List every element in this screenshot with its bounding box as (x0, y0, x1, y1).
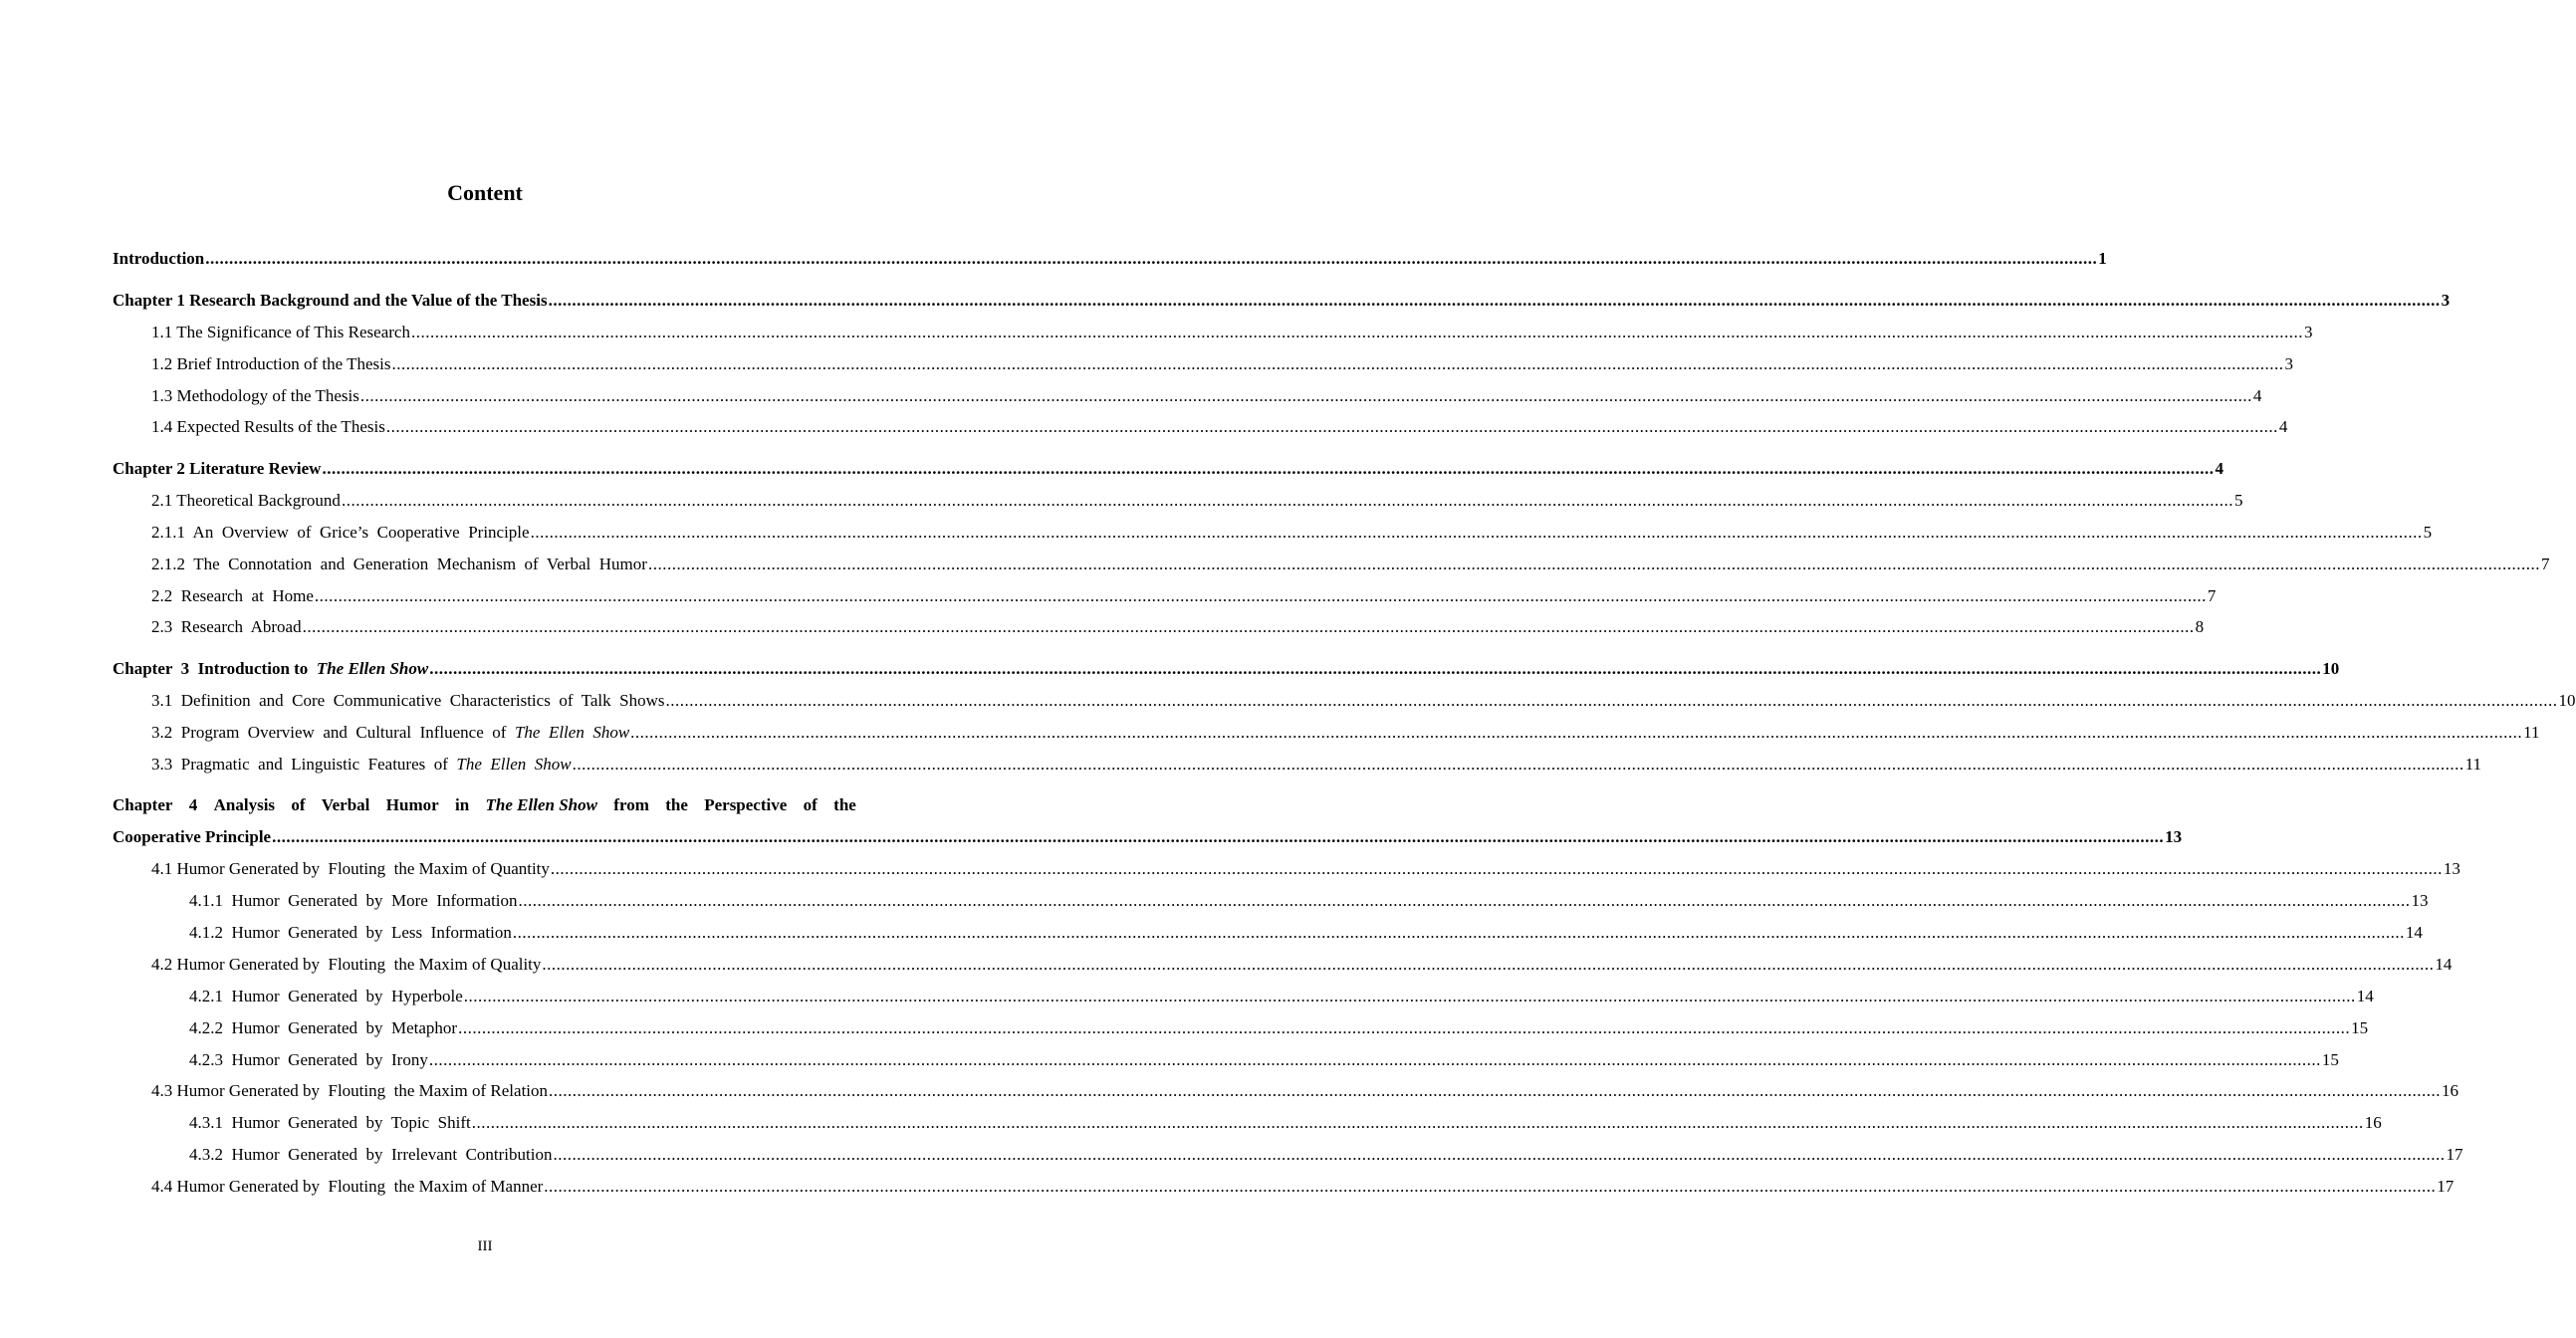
dot-leader: ................................................................................................................................................................................................................................................................................................................................................................................................................ (512, 923, 2405, 942)
toc-word: the (665, 795, 688, 814)
toc-entry-chapter-2[interactable] (113, 457, 2224, 481)
toc-entry-1-1[interactable] (151, 321, 2313, 344)
dot-leader: ................................................................................................................................................................................................................................................................................................................................................................................................................ (548, 291, 2441, 310)
toc-entry-3-1[interactable] (151, 689, 2576, 713)
toc-entry-label: 4.3.1 Humor Generated by Topic Shift (189, 1113, 471, 1132)
toc-entry-3-3[interactable] (151, 753, 2482, 777)
toc-entry-label: 1.2 Brief Introduction of the Thesis (151, 354, 391, 373)
toc-entry-label (151, 753, 572, 777)
dot-leader: ................................................................................................................................................................................................................................................................................................................................................................................................................ (205, 249, 2098, 268)
toc-entry-page: 13 (2411, 891, 2429, 910)
dot-leader: ................................................................................................................................................................................................................................................................................................................................................................................................................ (272, 827, 2165, 846)
toc-entry-page: 10 (2322, 659, 2340, 678)
toc-entry-page: 10 (2558, 691, 2576, 710)
dot-leader: ................................................................................................................................................................................................................................................................................................................................................................................................................ (530, 523, 2423, 542)
toc-word: Perspective (704, 795, 788, 814)
toc-word: of (803, 795, 818, 814)
toc-entry-label: 4.3 Humor Generated by Flouting the Maxim of Relation (151, 1081, 549, 1100)
toc-word: Chapter (113, 795, 173, 814)
toc-entry-2-3[interactable] (151, 615, 2205, 639)
toc-entry-page: 14 (2356, 987, 2374, 1005)
dot-leader: ................................................................................................................................................................................................................................................................................................................................................................................................................ (544, 1177, 2437, 1196)
toc-entry-page: 11 (2464, 755, 2482, 774)
toc-entry-page: 4 (2215, 459, 2224, 478)
toc-entry-page: 16 (2442, 1081, 2459, 1100)
toc-entry-label: 2.1 Theoretical Background (151, 491, 341, 510)
toc-entry-4-1-2[interactable] (189, 921, 2423, 945)
show-title: The Ellen Show (485, 795, 597, 814)
toc-entry-4-2-3[interactable] (189, 1048, 2339, 1072)
toc-word: Verbal (321, 795, 370, 814)
toc-entry-page: 5 (2423, 523, 2433, 542)
toc-entry-page: 7 (2207, 586, 2217, 605)
toc-entry-label: 4.2.2 Humor Generated by Metaphor (189, 1018, 458, 1037)
toc-entry-label: 4.1 Humor Generated by Flouting the Maxim of Quantity (151, 859, 550, 878)
toc-entry-label: 1.1 The Significance of This Research (151, 323, 410, 341)
toc-entry-label: Cooperative Principle (113, 827, 272, 846)
toc-entry-page: 3 (2441, 291, 2451, 310)
toc-entry-label: Chapter 1 Research Background and the Value of the Thesis (113, 291, 548, 310)
toc-entry-label: 1.4 Expected Results of the Thesis (151, 417, 385, 436)
toc-entry-4-3-1[interactable] (189, 1111, 2382, 1135)
toc-entry-label (113, 657, 428, 681)
toc-entry-page: 7 (2540, 555, 2550, 573)
toc-entry-page: 3 (2303, 323, 2313, 341)
dot-leader: ................................................................................................................................................................................................................................................................................................................................................................................................................ (518, 891, 2411, 910)
dot-leader: ................................................................................................................................................................................................................................................................................................................................................................................................................ (647, 555, 2540, 573)
dot-leader: ................................................................................................................................................................................................................................................................................................................................................................................................................ (410, 323, 2303, 341)
toc-entry-4-1[interactable] (151, 857, 2460, 881)
dot-leader: ................................................................................................................................................................................................................................................................................................................................................................................................................ (549, 1081, 2442, 1100)
dot-leader: ................................................................................................................................................................................................................................................................................................................................................................................................................ (314, 586, 2207, 605)
dot-leader: ................................................................................................................................................................................................................................................................................................................................................................................................................ (385, 417, 2278, 436)
toc-entry-page: 8 (2195, 617, 2205, 636)
toc-entry-page: 14 (2405, 923, 2423, 942)
toc-word: Humor (385, 795, 439, 814)
toc-entry-4-3[interactable] (151, 1079, 2459, 1103)
toc-entry-chapter-1[interactable] (113, 289, 2451, 313)
toc-entry-4-1-1[interactable] (189, 889, 2429, 913)
toc-word: Analysis (213, 795, 276, 814)
toc-entry-label: 3.1 Definition and Core Communicative Characteristics of Talk Shows (151, 691, 665, 710)
toc-entry-page: 17 (2446, 1145, 2463, 1164)
toc-entry-chapter-4-line-2[interactable] (113, 825, 2183, 849)
toc-entry-page: 13 (2443, 859, 2460, 878)
toc-entry-label: 2.1.2 The Connotation and Generation Mechanism of Verbal Humor (151, 555, 647, 573)
show-title: The Ellen Show (316, 659, 429, 678)
toc-entry-chapter-3[interactable] (113, 657, 2340, 681)
toc-entry-label: 4.2.3 Humor Generated by Irony (189, 1050, 428, 1069)
dot-leader: ................................................................................................................................................................................................................................................................................................................................................................................................................ (463, 987, 2356, 1005)
toc-word: in (455, 795, 470, 814)
toc-entry-page: 11 (2523, 723, 2540, 742)
dot-leader: ................................................................................................................................................................................................................................................................................................................................................................................................................ (391, 354, 2284, 373)
toc-entry-page: 16 (2364, 1113, 2382, 1132)
toc-entry-page: 4 (2278, 417, 2288, 436)
toc-entry-page: 3 (2284, 354, 2293, 373)
toc-entry-3-2[interactable] (151, 721, 2540, 745)
toc-entry-label: Chapter 2 Literature Review (113, 459, 322, 478)
toc-entry-label: 2.3 Research Abroad (151, 617, 302, 636)
toc-entry-label-text: 3.3 Pragmatic and Linguistic Features of (151, 755, 457, 774)
dot-leader: ................................................................................................................................................................................................................................................................................................................................................................................................................ (572, 755, 2464, 774)
toc-entry-4-2-1[interactable] (189, 985, 2374, 1008)
toc-entry-chapter-4-line-1[interactable] (113, 793, 856, 817)
toc-entry-label: 4.1.1 Humor Generated by More Information (189, 891, 518, 910)
dot-leader: ................................................................................................................................................................................................................................................................................................................................................................................................................ (542, 955, 2435, 974)
dot-leader: ................................................................................................................................................................................................................................................................................................................................................................................................................ (630, 723, 2523, 742)
toc-entry-label-text: Chapter 3 Introduction to (113, 659, 317, 678)
toc-entry-1-3[interactable] (151, 384, 2262, 408)
toc-entry-2-1-1[interactable] (151, 521, 2433, 545)
toc-entry-page: 4 (2252, 386, 2262, 405)
toc-entry-1-2[interactable] (151, 352, 2293, 376)
toc-word: of (291, 795, 306, 814)
toc-word: the (833, 795, 856, 814)
toc-entry-4-4[interactable] (151, 1175, 2455, 1199)
dot-leader: ................................................................................................................................................................................................................................................................................................................................................................................................................ (429, 659, 2322, 678)
toc-entry-label (151, 721, 629, 745)
toc-entry-page: 15 (2351, 1018, 2369, 1037)
dot-leader: ................................................................................................................................................................................................................................................................................................................................................................................................................ (471, 1113, 2364, 1132)
toc-entry-label: 4.2.1 Humor Generated by Hyperbole (189, 987, 463, 1005)
dot-leader: ................................................................................................................................................................................................................................................................................................................................................................................................................ (341, 491, 2233, 510)
dot-leader: ................................................................................................................................................................................................................................................................................................................................................................................................................ (302, 617, 2195, 636)
dot-leader: ................................................................................................................................................................................................................................................................................................................................................................................................................ (359, 386, 2252, 405)
toc-entry-label: 4.3.2 Humor Generated by Irrelevant Contribution (189, 1145, 553, 1164)
toc-entry-label: 1.3 Methodology of the Thesis (151, 386, 359, 405)
toc-entry-1-4[interactable] (151, 415, 2288, 439)
toc-entry-label: 4.4 Humor Generated by Flouting the Maxim of Manner (151, 1177, 544, 1196)
dot-leader: ................................................................................................................................................................................................................................................................................................................................................................................................................ (553, 1145, 2446, 1164)
toc-entry-label: Introduction (113, 249, 205, 268)
toc-entry-4-3-2[interactable] (189, 1143, 2463, 1167)
toc-word: 4 (188, 795, 198, 814)
page-number-footer: III (477, 1238, 493, 1254)
dot-leader: ................................................................................................................................................................................................................................................................................................................................................................................................................ (428, 1050, 2321, 1069)
toc-word: from (613, 795, 649, 814)
toc-entry-label-text: 3.2 Program Overview and Cultural Influence of (151, 723, 515, 742)
toc-entry-page: 17 (2437, 1177, 2455, 1196)
show-title: The Ellen Show (456, 755, 572, 774)
page-title: Content (447, 180, 523, 205)
toc-entry-introduction[interactable] (113, 247, 2107, 271)
toc-entry-2-1-2[interactable] (151, 553, 2550, 576)
show-title: The Ellen Show (514, 723, 630, 742)
dot-leader: ................................................................................................................................................................................................................................................................................................................................................................................................................ (322, 459, 2215, 478)
toc-entry-4-2[interactable] (151, 953, 2453, 977)
dot-leader: ................................................................................................................................................................................................................................................................................................................................................................................................................ (458, 1018, 2351, 1037)
toc-entry-label: 4.1.2 Humor Generated by Less Information (189, 923, 512, 942)
toc-entry-page: 15 (2321, 1050, 2339, 1069)
toc-entry-page: 1 (2098, 249, 2107, 268)
toc-entry-page: 5 (2233, 491, 2243, 510)
toc-entry-4-2-2[interactable] (189, 1016, 2369, 1040)
toc-entry-label: 4.2 Humor Generated by Flouting the Maxim of Quality (151, 955, 542, 974)
toc-entry-label: 2.2 Research at Home (151, 586, 314, 605)
toc-entry-2-1[interactable] (151, 489, 2243, 513)
dot-leader: ................................................................................................................................................................................................................................................................................................................................................................................................................ (665, 691, 2558, 710)
toc-entry-page: 14 (2435, 955, 2453, 974)
toc-entry-label: 2.1.1 An Overview of Grice’s Cooperative Principle (151, 523, 530, 542)
dot-leader: ................................................................................................................................................................................................................................................................................................................................................................................................................ (550, 859, 2443, 878)
toc-entry-2-2[interactable] (151, 584, 2217, 608)
toc-entry-page: 13 (2165, 827, 2183, 846)
